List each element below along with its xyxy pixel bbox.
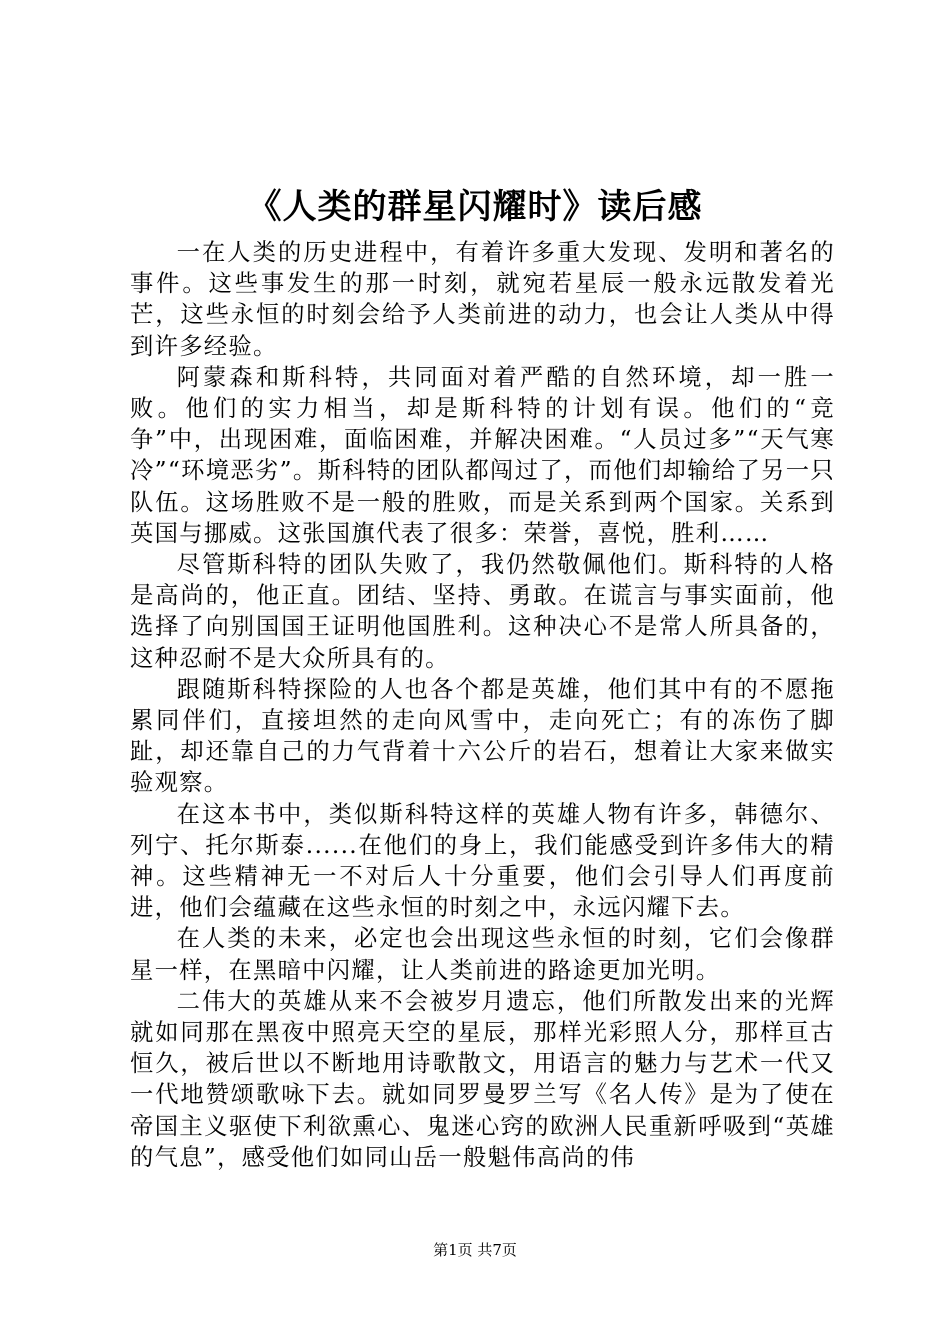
paragraph: 在人类的未来，必定也会出现这些永恒的时刻，它们会像群星一样，在黑暗中闪耀，让人类前进的路途更加光明。 — [130, 925, 835, 984]
document-body — [130, 237, 835, 1173]
paragraph: 二伟大的英雄从来不会被岁月遗忘，他们所散发出来的光辉就如同那在黑夜中照亮天空的星辰，那样光彩照人分，那样亘古恒久，被后世以不断地用诗歌散文，用语言的魅力与艺术一代又一代地赞颂歌咏下去。就如同罗曼罗兰写《名人传》是为了使在帝国主义驱使下利欲熏心、鬼迷心窍的欧洲人民重新呼吸到“英雄的气息”，感受他们如同山岳一般魁伟高尚的伟 — [130, 987, 835, 1171]
paragraph: 尽管斯科特的团队失败了，我仍然敬佩他们。斯科特的人格是高尚的，他正直。团结、坚持、勇敢。在谎言与事实面前，他选择了向别国国王证明他国胜利。这种决心不是常人所具备的，这种忍耐不是大众所具有的。 — [130, 551, 835, 672]
paragraph: 跟随斯科特探险的人也各个都是英雄，他们其中有的不愿拖累同伴们，直接坦然的走向风雪中，走向死亡；有的冻伤了脚趾，却还靠自己的力气背着十六公斤的岩石，想着让大家来做实验观察。 — [130, 675, 835, 797]
paragraph: 阿蒙森和斯科特，共同面对着严酷的自然环境，却一胜一败。他们的实力相当，却是斯科特的计划有误。他们的“竞争”中，出现困难，面临困难，并解决困难。“人员过多”“天气寒冷”“环境恶劣”。斯科特的团队都闯过了，而他们却输给了另一只队伍。这场胜败不是一般的胜败，而是关系到两个国家。关系到英国与挪威。这张国旗代表了很多：荣誉，喜悦，胜利…… — [130, 363, 835, 547]
paragraph: 在这本书中，类似斯科特这样的英雄人物有许多，韩德尔、列宁、托尔斯泰......在他们的身上，我们能感受到许多伟大的精神。这些精神无一不对后人十分重要，他们会引导人们再度前进，他们会蕴藏在这些永恒的时刻之中，永远闪耀下去。 — [130, 800, 835, 922]
paragraph: 一在人类的历史进程中，有着许多重大发现、发明和著名的事件。这些事发生的那一时刻，就宛若星辰一般永远散发着光芒，这些永恒的时刻会给予人类前进的动力，也会让人类从中得到许多经验。 — [130, 239, 835, 360]
page-number-footer: 第1页 共7页 — [433, 1241, 517, 1259]
document-title: 《人类的群星闪耀时》读后感 — [247, 187, 703, 227]
